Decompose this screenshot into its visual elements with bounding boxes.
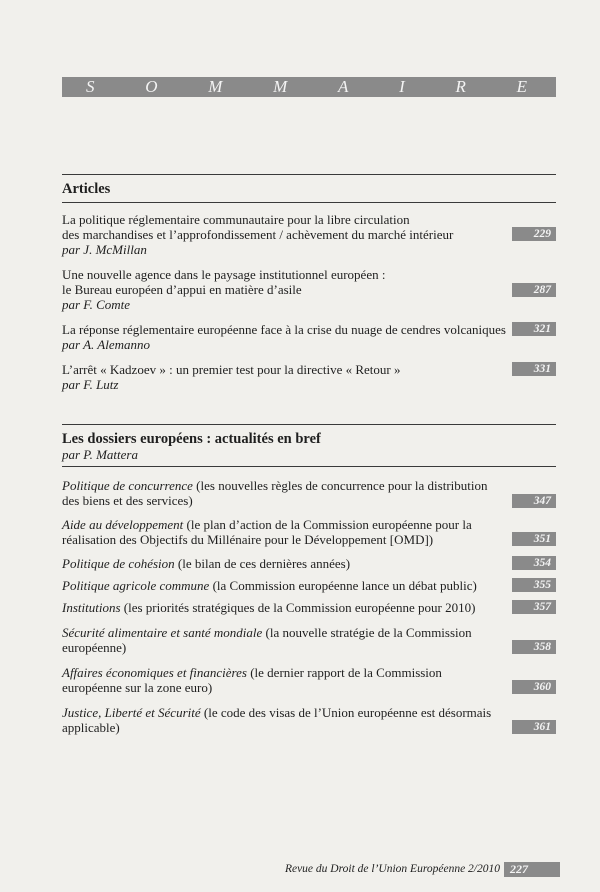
page-number-tag: 358: [512, 640, 556, 654]
entry-topic: Institutions: [62, 600, 121, 615]
toc-entry[interactable]: [62, 267, 556, 312]
page-number-tag: 351: [512, 532, 556, 546]
page-number-tag: 229: [512, 227, 556, 241]
toc-entry[interactable]: [62, 625, 556, 655]
section-title: Articles: [62, 181, 111, 197]
journal-title: Revue du Droit de l’Union Européenne 2/2010: [284, 863, 500, 875]
banner-letter: M: [273, 77, 289, 96]
page-number-tag: 357: [512, 600, 556, 614]
articles-section: [62, 174, 556, 404]
page-number-tag: 347: [512, 494, 556, 508]
entry-author: par A. Alemanno: [62, 337, 150, 352]
entry-text: (les nouvelles règles de concurrence pour la distribution des biens et des services): [62, 478, 488, 508]
banner-letter: M: [208, 77, 224, 96]
banner-letter: S: [86, 77, 96, 96]
toc-entry[interactable]: [62, 600, 556, 615]
section-author: par P. Mattera: [62, 447, 138, 462]
toc-entry[interactable]: [62, 578, 556, 593]
banner-letter: R: [455, 77, 467, 96]
entry-text: (le plan d’action de la Commission européenne pour la réalisation des Objectifs du Millénaire pour le Développement [OMD]): [62, 517, 472, 547]
banner-letter: I: [399, 77, 406, 96]
page-number-tag: 355: [512, 578, 556, 592]
toc-entry[interactable]: [62, 322, 556, 352]
toc-entry[interactable]: [62, 212, 556, 257]
entry-topic: Politique agricole commune: [62, 578, 210, 593]
sommaire-banner: [62, 77, 556, 97]
folio-page-number: 227: [504, 862, 560, 877]
entry-text: (le bilan de ces dernières années): [174, 556, 351, 571]
entry-text: (le dernier rapport de la Commission européenne sur la zone euro): [62, 665, 442, 695]
entry-line: L’arrêt « Kadzoev » : un premier test pour la directive « Retour »: [62, 362, 401, 377]
page-number-tag: 331: [512, 362, 556, 376]
entry-topic: Sécurité alimentaire et santé mondiale: [62, 625, 263, 640]
entry-text: (la nouvelle stratégie de la Commission européenne): [62, 625, 472, 655]
banner-letter: O: [145, 77, 159, 96]
banner-letter: E: [516, 77, 528, 96]
page-number-tag: 360: [512, 680, 556, 694]
toc-entry[interactable]: [62, 665, 556, 695]
entry-line: La réponse réglementaire européenne face à la crise du nuage de cendres volcaniques: [62, 322, 506, 337]
entry-author: par F. Lutz: [62, 377, 119, 392]
page-number-tag: 287: [512, 283, 556, 297]
entry-line: Une nouvelle agence dans le paysage institutionnel européen :: [62, 267, 386, 282]
entry-topic: Aide au développement: [62, 517, 184, 532]
entry-line: La politique réglementaire communautaire pour la libre circulation: [62, 212, 410, 227]
page-footer: [240, 860, 560, 878]
entry-text: (le code des visas de l’Union européenne est désormais applicable): [62, 705, 492, 735]
entry-topic: Affaires économiques et financières: [62, 665, 247, 680]
entry-text: (la Commission européenne lance un débat public): [209, 578, 477, 593]
toc-entry[interactable]: [62, 517, 556, 547]
entry-topic: Politique de cohésion: [62, 556, 175, 571]
dossiers-section: [62, 424, 556, 754]
toc-entry[interactable]: [62, 705, 556, 735]
toc-entry[interactable]: [62, 362, 556, 392]
entry-topic: Justice, Liberté et Sécurité: [62, 705, 201, 720]
entry-text: (les priorités stratégiques de la Commission européenne pour 2010): [120, 600, 476, 615]
entry-author: par F. Comte: [62, 297, 131, 312]
divider: [62, 202, 556, 203]
divider: [62, 466, 556, 467]
toc-entry[interactable]: [62, 478, 556, 508]
page-number-tag: 361: [512, 720, 556, 734]
section-title: Les dossiers européens : actualités en bref: [62, 431, 321, 447]
page-number-tag: 354: [512, 556, 556, 570]
banner-letter: A: [338, 77, 350, 96]
page-number-tag: 321: [512, 322, 556, 336]
entry-topic: Politique de concurrence: [62, 478, 193, 493]
entry-line: le Bureau européen d’appui en matière d’asile: [62, 282, 302, 297]
entry-line: des marchandises et l’approfondissement / achèvement du marché intérieur: [62, 227, 454, 242]
entry-author: par J. McMillan: [62, 242, 147, 257]
toc-entry[interactable]: [62, 556, 556, 571]
